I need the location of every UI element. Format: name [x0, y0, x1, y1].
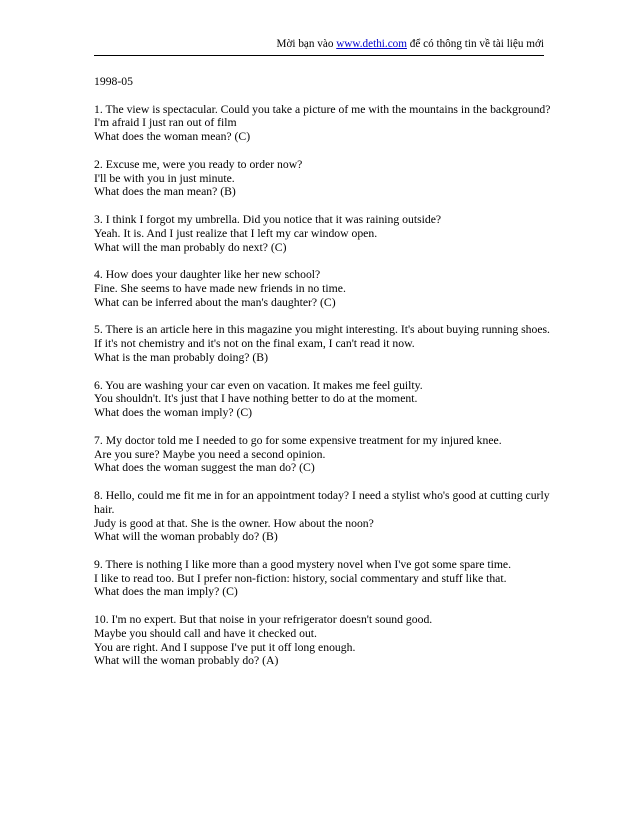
response-text: I'm afraid I just ran out of film	[94, 116, 237, 130]
followup-text: You are right. And I suppose I've put it off long enough.	[94, 640, 356, 654]
response-text: Fine. She seems to have made new friends in no time.	[94, 281, 346, 295]
prompt-text: What will the man probably do next? (C)	[94, 240, 287, 254]
question-item	[94, 323, 554, 364]
question-text: 7. My doctor told me I needed to go for some expensive treatment for my injured knee.	[94, 433, 502, 447]
question-item	[94, 268, 554, 309]
header-link[interactable]: www.dethi.com	[336, 38, 407, 50]
question-text: 10. I'm no expert. But that noise in your refrigerator doesn't sound good.	[94, 613, 433, 627]
prompt-text: What is the man probably doing? (B)	[94, 350, 268, 364]
response-text: I like to read too. But I prefer non-fiction: history, social commentary and stuff like that.	[94, 571, 507, 585]
prompt-text: What does the man mean? (B)	[94, 185, 236, 199]
document-body	[94, 75, 554, 682]
question-text: 5. There is an article here in this magazine you might interesting. It's about buying running shoes.	[94, 323, 550, 337]
response-text: Yeah. It is. And I just realize that I left my car window open.	[94, 226, 378, 240]
question-item	[94, 489, 554, 544]
response-text: If it's not chemistry and it's not on the final exam, I can't read it now.	[94, 337, 415, 351]
page-header	[94, 37, 544, 51]
response-text: You shouldn't. It's just that I have nothing better to do at the moment.	[94, 392, 418, 406]
prompt-text: What does the woman mean? (C)	[94, 130, 251, 144]
document-date: 1998-05	[94, 75, 133, 88]
prompt-text: What does the woman suggest the man do? (C)	[94, 461, 315, 475]
question-text: 4. How does your daughter like her new school?	[94, 268, 321, 282]
prompt-text: What will the woman probably do? (A)	[94, 654, 279, 668]
prompt-text: What can be inferred about the man's daughter? (C)	[94, 295, 336, 309]
header-divider	[94, 55, 544, 56]
question-item	[94, 613, 554, 668]
question-text: 8. Hello, could me fit me in for an appointment today? I need a stylist who's good at cutting curly hair.	[94, 488, 550, 516]
response-text: I'll be with you in just minute.	[94, 171, 235, 185]
header-prefix: Mời bạn vào	[276, 38, 337, 50]
question-item	[94, 379, 554, 420]
question-text: 2. Excuse me, were you ready to order now?	[94, 157, 303, 171]
question-text: 3. I think I forgot my umbrella. Did you notice that it was raining outside?	[94, 212, 442, 226]
prompt-text: What does the woman imply? (C)	[94, 406, 253, 420]
response-text: Are you sure? Maybe you need a second opinion.	[94, 447, 326, 461]
response-text: Judy is good at that. She is the owner. How about the noon?	[94, 516, 374, 530]
prompt-text: What will the woman probably do? (B)	[94, 530, 278, 544]
question-item	[94, 558, 554, 599]
question-item	[94, 213, 554, 254]
question-text: 9. There is nothing I like more than a good mystery novel when I've got some spare time.	[94, 557, 512, 571]
response-text: Maybe you should call and have it checked out.	[94, 626, 317, 640]
prompt-text: What does the man imply? (C)	[94, 585, 238, 599]
question-text: 1. The view is spectacular. Could you take a picture of me with the mountains in the background?	[94, 102, 551, 116]
question-text: 6. You are washing your car even on vacation. It makes me feel guilty.	[94, 378, 423, 392]
question-item	[94, 158, 554, 199]
header-suffix: để có thông tin về tài liệu mới	[406, 38, 544, 50]
question-item	[94, 434, 554, 475]
question-item	[94, 103, 554, 144]
